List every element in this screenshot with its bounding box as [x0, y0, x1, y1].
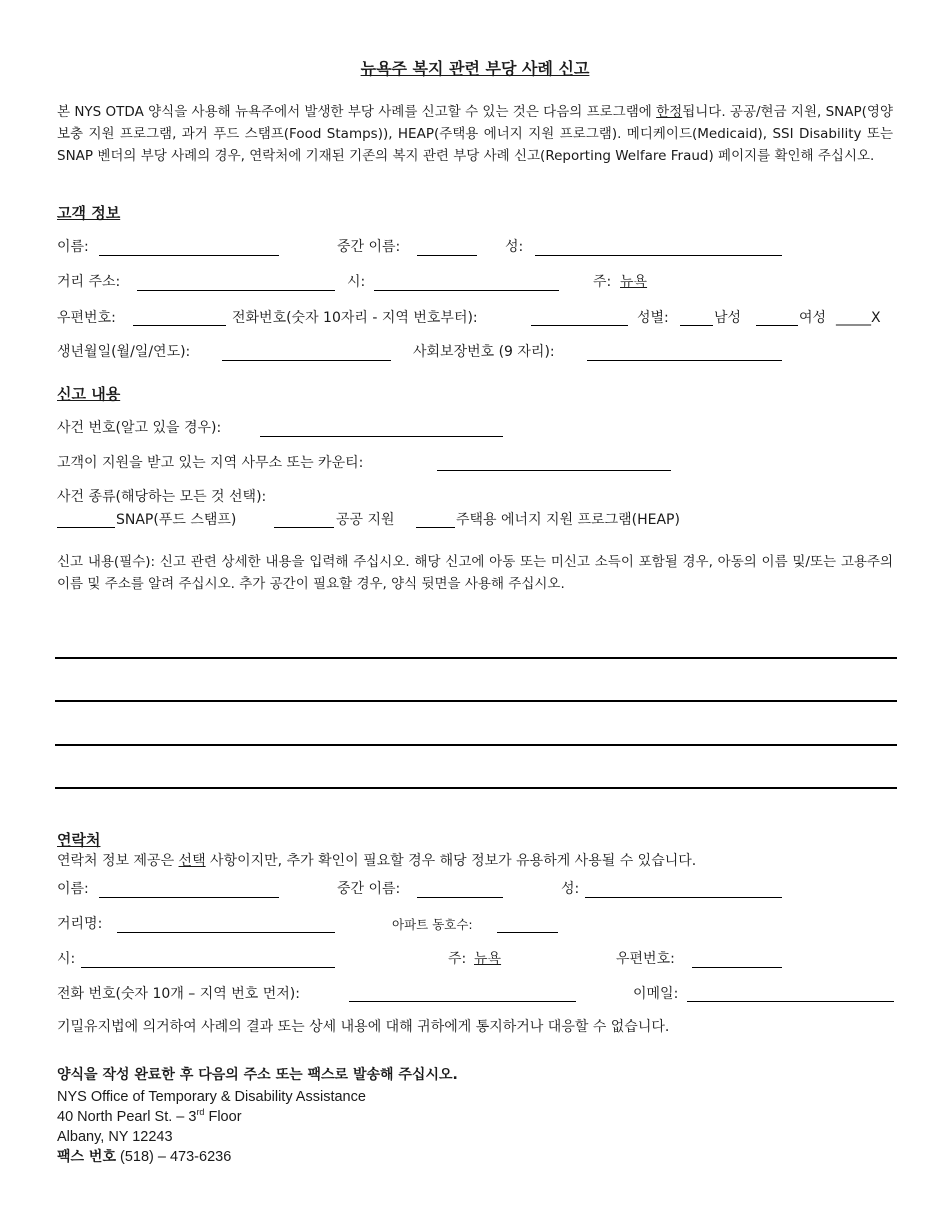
gender-female-blank[interactable] [756, 325, 798, 326]
contact-phone-label: 전화 번호(숫자 10개 – 지역 번호 먼저): [57, 986, 300, 1002]
case-type-public-blank[interactable] [274, 527, 334, 528]
client-ssn-label: 사회보장번호 (9 자리): [413, 344, 555, 360]
gender-x-option[interactable]: _____X [836, 310, 881, 326]
contact-street-field[interactable] [117, 932, 335, 933]
client-ssn-field[interactable] [587, 360, 782, 361]
client-dob-field[interactable] [222, 360, 391, 361]
client-middle-name-field[interactable] [417, 255, 477, 256]
gender-male-blank[interactable] [680, 325, 713, 326]
client-last-name-label: 성: [505, 239, 524, 255]
contact-email-label: 이메일: [633, 986, 679, 1002]
case-type-public-label: 공공 지원 [336, 512, 395, 528]
report-heading: 신고 내용 [57, 385, 121, 403]
details-line-4[interactable] [55, 787, 897, 789]
client-state-value: 뉴욕 [620, 274, 648, 290]
intro-text-2: 됩니다. 공공/현금 지원, SNAP(영양 보충 지원 프로그램, 과거 푸드 스탬프(Food Stamps)), HEAP(주택용 에너지 지원 프로그램). 메디케이드(Medicaid), SSI Disability 또는 SNAP 벤더의 부당 사례의 경우, 연락처에 기재된 기존의 복지 관련 부당 사례 신고(Reporting Welfare Fraud) 페이지를 확인해 주십시오. [57, 104, 893, 164]
client-phone-field[interactable] [531, 325, 628, 326]
contact-zip-label: 우편번호: [616, 951, 675, 967]
client-gender-label: 성별: [637, 310, 669, 326]
contact-street-label: 거리명: [57, 916, 103, 932]
client-first-name-field[interactable] [99, 255, 279, 256]
intro-text-1: 본 NYS OTDA 양식을 사용해 뉴욕주에서 발생한 부당 사례를 신고할 수 있는 것은 다음의 프로그램에 [57, 104, 657, 120]
office-label: 고객이 지원을 받고 있는 지역 사무소 또는 카운티: [57, 455, 364, 471]
gender-female-label: 여성 [799, 310, 827, 326]
client-city-label: 시: [347, 274, 366, 290]
office-field[interactable] [437, 470, 671, 471]
confidentiality-note: 기밀유지법에 의거하여 사례의 결과 또는 상세 내용에 대해 귀하에게 통지하거나 대응할 수 없습니다. [57, 1019, 670, 1035]
contact-middle-name-field[interactable] [417, 897, 503, 898]
mailing-city: Albany, NY 12243 [57, 1129, 173, 1145]
mailing-street-main: 40 North Pearl St. – 3 [57, 1109, 197, 1125]
case-number-label: 사건 번호(알고 있을 경우): [57, 420, 222, 436]
contact-city-field[interactable] [81, 967, 335, 968]
client-heading: 고객 정보 [57, 204, 121, 222]
client-middle-name-label: 중간 이름: [337, 239, 401, 255]
client-street-field[interactable] [137, 290, 335, 291]
case-type-heap-blank[interactable] [416, 527, 455, 528]
contact-middle-name-label: 중간 이름: [337, 881, 401, 897]
form-title: 뉴욕주 복지 관련 부당 사례 신고 [360, 59, 590, 78]
case-number-field[interactable] [260, 436, 503, 437]
details-instructions: 신고 내용(필수): 신고 관련 상세한 내용을 입력해 주십시오. 해당 신고에 아동 또는 미신고 소득이 포함될 경우, 아동의 이름 및/또는 고용주의 이름 및 주소를 알려 주십시오. 추가 공간이 필요할 경우, 양식 뒷면을 사용해 주십시오. [57, 554, 893, 592]
client-city-field[interactable] [374, 290, 559, 291]
client-zip-label: 우편번호: [57, 310, 116, 326]
client-zip-field[interactable] [133, 325, 226, 326]
mailing-org: NYS Office of Temporary & Disability Assistance [57, 1089, 366, 1105]
details-line-3[interactable] [55, 744, 897, 746]
gender-male-label: 남성 [714, 310, 742, 326]
contact-apt-label: 아파트 동호수: [392, 917, 473, 932]
case-type-label: 사건 종류(해당하는 모든 것 선택): [57, 489, 267, 505]
mailing-fax [57, 1147, 231, 1167]
mailing-street-floor: Floor [204, 1109, 242, 1125]
case-type-heap-label: 주택용 에너지 지원 프로그램(HEAP) [456, 512, 680, 528]
intro-paragraph [57, 101, 893, 167]
client-state-label: 주: [593, 274, 612, 290]
contact-first-name-field[interactable] [99, 897, 279, 898]
client-phone-label: 전화번호(숫자 10자리 - 지역 번호부터): [232, 310, 478, 326]
mailing-instruction: 양식을 작성 완료한 후 다음의 주소 또는 팩스로 발송해 주십시오. [57, 1067, 458, 1083]
contact-state-label: 주: [448, 951, 467, 967]
case-type-snap-label: SNAP(푸드 스탬프) [116, 512, 237, 528]
client-last-name-field[interactable] [535, 255, 782, 256]
case-type-snap-blank[interactable] [57, 527, 115, 528]
contact-phone-field[interactable] [349, 1001, 576, 1002]
contact-note-emphasis: 선택 [178, 853, 206, 869]
contact-apt-field[interactable] [497, 932, 558, 933]
contact-note-text-1: 연락처 정보 제공은 [57, 853, 179, 869]
client-street-label: 거리 주소: [57, 274, 121, 290]
contact-note-text-2: 사항이지만, 추가 확인이 필요할 경우 해당 정보가 유용하게 사용될 수 있습니다. [205, 853, 697, 869]
fax-label: 팩스 번호 [57, 1149, 116, 1165]
client-dob-label: 생년월일(월/일/연도): [57, 344, 191, 360]
mailing-street [57, 1107, 242, 1127]
contact-first-name-label: 이름: [57, 881, 89, 897]
contact-note [57, 852, 696, 870]
contact-city-label: 시: [57, 951, 76, 967]
client-first-name-label: 이름: [57, 239, 89, 255]
contact-heading: 연락처 [57, 831, 101, 849]
contact-last-name-field[interactable] [585, 897, 782, 898]
intro-emphasis: 한정 [656, 104, 683, 120]
contact-email-field[interactable] [687, 1001, 894, 1002]
contact-state-value: 뉴욕 [474, 951, 502, 967]
details-line-2[interactable] [55, 700, 897, 702]
contact-last-name-label: 성: [561, 881, 580, 897]
fax-number: (518) – 473-6236 [115, 1149, 232, 1165]
details-line-1[interactable] [55, 657, 897, 659]
mailing-street-sup: rd [196, 1107, 205, 1118]
contact-zip-field[interactable] [692, 967, 782, 968]
